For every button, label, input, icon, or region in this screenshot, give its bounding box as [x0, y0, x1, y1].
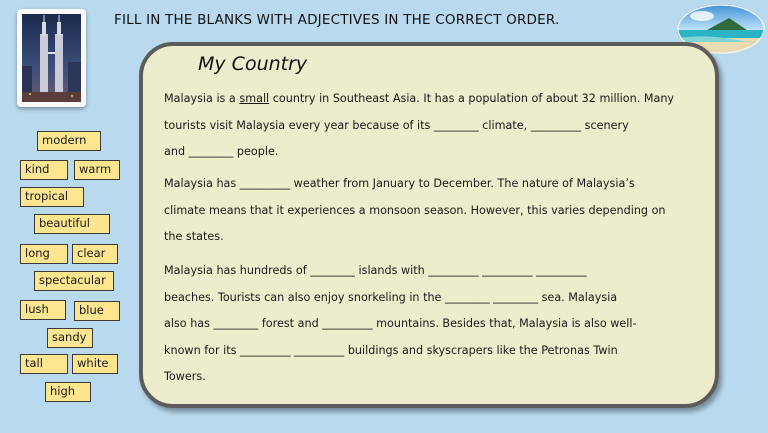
- passage-line: known for its _________ _________ buildings and skyscrapers like the Petronas Twin: [164, 343, 618, 357]
- word-tile-tall[interactable]: tall: [20, 354, 68, 374]
- word-tile-lush[interactable]: lush: [20, 300, 66, 320]
- word-tile-tropical[interactable]: tropical: [20, 187, 84, 207]
- word-tile-long[interactable]: long: [20, 244, 68, 264]
- paragraph-1: [164, 86, 709, 166]
- passage-line: also has ________ forest and _________ mountains. Besides that, Malaysia is also well-: [164, 317, 637, 330]
- passage-line: tourists visit Malaysia every year because of its ________ climate, _________ scenery: [164, 118, 629, 132]
- passage-line: climate means that it experiences a monsoon season. However, this varies depending on: [164, 203, 666, 217]
- word-tile-sandy[interactable]: sandy: [47, 328, 93, 348]
- word-tile-high[interactable]: high: [45, 382, 91, 402]
- word-tile-white[interactable]: white: [72, 354, 118, 374]
- word-tile-kind[interactable]: kind: [20, 160, 68, 180]
- passage-line: Malaysia is a small country in Southeast Asia. It has a population of about 32 million. Many: [164, 92, 675, 105]
- passage-line: the states.: [164, 230, 224, 243]
- passage-title: My Country: [198, 53, 308, 75]
- word-tile-modern[interactable]: modern: [37, 131, 101, 151]
- word-tile-blue[interactable]: blue: [74, 301, 120, 321]
- passage-line: Malaysia has _________ weather from January to December. The nature of Malaysia’s: [164, 177, 635, 190]
- paragraph-3: [164, 258, 709, 391]
- paragraph-2: [164, 171, 709, 251]
- word-tile-clear[interactable]: clear: [72, 244, 118, 264]
- petronas-towers-photo: [17, 9, 86, 107]
- passage-line: Malaysia has hundreds of ________ islands with _________ _________ _________: [164, 264, 587, 277]
- word-tile-warm[interactable]: warm: [74, 160, 120, 180]
- passage-line: beaches. Tourists can also enjoy snorkeling in the ________ ________ sea. Malaysia: [164, 290, 618, 304]
- example-answer: small: [239, 92, 270, 105]
- instruction-heading: FILL IN THE BLANKS WITH ADJECTIVES IN THE CORRECT ORDER.: [114, 12, 560, 28]
- word-tile-spectacular[interactable]: spectacular: [34, 271, 114, 291]
- passage-line: and ________ people.: [164, 145, 279, 158]
- passage-line: Towers.: [164, 370, 206, 383]
- word-tile-beautiful[interactable]: beautiful: [34, 214, 110, 234]
